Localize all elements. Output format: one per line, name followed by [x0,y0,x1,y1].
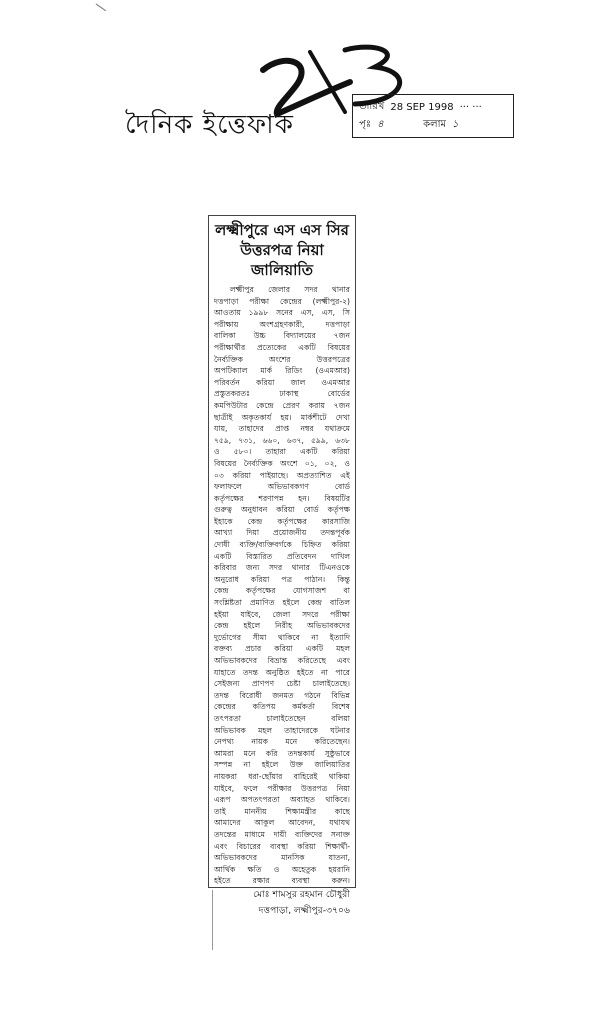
article-line: আখ্যা দিয়া প্রয়োজনীয় তদন্তপূর্বক [214,528,350,538]
article-line: ৭৫৯, ৭৩১, ৬৬০, ৬৩৭, ৫৯৯, ৬৩৮ [214,435,350,445]
article-line: বালিকা উচ্চ বিদ্যালয়ের ৭জন [214,331,350,341]
article-line: হইতে রক্ষার ব্যবস্থা করুন। [214,876,350,886]
date-stamp [352,94,514,138]
article-line: লক্ষ্মীপুর জেলার সদর থানার [230,285,350,294]
article-line: আমাদের আকুল আবেদন, যথাযথ [214,818,350,828]
article-line: বক্তব্য প্রচার করিয়া একটি মহল [214,644,350,654]
article-line: একটি বিস্তারিত প্রতিবেদন দাখিল [214,551,350,561]
article-line: সংশ্লিষ্টতা প্রমাণিত হইলে কেন্দ্র বাতিল [214,598,350,608]
article-line: কেন্দ্র কর্তৃপক্ষের যোগসাজশ বা [214,586,350,596]
column-label: কলাম [423,118,447,130]
article-line: কেন্দ্র হইলে নিরীহ অভিভাবকদের [214,621,350,631]
article-line: এরূপ অপতৎপরতা অব্যাহত থাকিবে। [214,795,350,805]
article-line: আর্থিক ক্ষতি ও অহেতুক হয়রানি [214,864,350,874]
newspaper-masthead: দৈনিক ইত্তেফাক [125,110,294,140]
article-line: কেন্দ্রের কতিপয় কর্মকর্তা বিশেষ [214,702,350,712]
signature-name: মোঃ শামসুর রহমান চৌধুরী [253,888,350,900]
article-line: আওতায় ১৯৯৮ সনের এস, এস, সি [214,308,350,318]
article-line: দুর্ভোগের সীমা থাকিবে না ইত্যাদি [214,632,350,642]
signature-address: দত্তপাড়া, লক্ষ্মীপুর-৩৭০৬ [258,904,350,916]
article-line: আমরা মনে করি তদন্তকার্য সুষ্ঠুভাবে [214,748,350,758]
article-line: এবং বিচারের ব্যবস্থা করিয়া শিক্ষার্থী- [214,841,350,851]
column-value: ১ [452,118,459,130]
scan-mark [90,4,106,20]
article-line: হইয়া যাইবে, জেলা সদরে পরীক্ষা [214,609,350,619]
headline-line-2: উত্তরপত্র নিয়া জালিয়াতি [240,241,324,279]
article-line: পরীক্ষার্থীর প্রত্যেকের একটি বিষয়ের [214,342,350,352]
article-line: অভিভাবক মহল তাহাদেরকে ঘটনার [214,725,350,735]
article-line: নেপথ্য নায়ক মনে করিতেছেন। [214,737,350,747]
article-line: ও ৫৮০। তাহারা একটি করিয়া [214,447,350,457]
article-line: ০৩ করিয়া পাইয়াছে। অপ্রত্যাশিত এই [214,470,350,480]
article-line: সম্পন্ন না হইলে উক্ত জালিয়াতির [214,760,350,770]
headline-line-1: লক্ষ্মীপুরে এস এস সির [215,221,349,239]
article-line: অনুরোধ করিয়া পত্র পাঠান। কিন্তু [214,574,350,584]
article-line: করিবার জন্য সদর থানার টিএনওকে [214,563,350,573]
article-line: বিষয়ের নৈর্ব্যক্তিক অংশে ০১, ০২, ও [214,458,350,468]
article-line: তাই মাননীয় শিক্ষামন্ত্রীর কাছে [214,806,350,816]
article-line: যাহাতে তদন্ত অনুষ্ঠিত হইতে না পারে [214,667,350,677]
scan-edge-line [212,890,213,950]
article-line: অভিভাবকদের বিভ্রান্ত করিতেছে এবং [214,656,350,665]
article-body [214,284,350,887]
article-line: পরিবর্তন করিয়া জাল ওএমআর [214,377,350,387]
article-line: দত্তপাড়া পরীক্ষা কেন্দ্রের (লক্ষ্মীপুর-২) [214,296,350,306]
article-clipping [208,215,356,916]
date-value: 28 SEP 1998 [390,101,454,113]
article-line: তৎপরতা চালাইতেছেন বলিয়া [214,713,350,723]
article-line: গুরুত্ব অনুধাবন করিয়া বোর্ড কর্তৃপক্ষ [214,505,350,515]
article-line: দোষী ব্যক্তি/ব্যক্তিবর্গকে চিহ্নিত করিয়া [214,540,350,550]
article-line: সেইজন্য প্রাণপণ চেষ্টা চালাইতেছে। [214,679,350,689]
article-line: ছাত্রীই অকৃতকার্য হয়। মার্কশীটে দেখা [214,412,350,422]
article-line: তদন্তের মাধ্যমে দায়ী ব্যক্তিদের সনাক্ত [214,829,350,839]
page-label: পৃঃ [359,118,372,130]
article-line: কমপিউটার কেন্দ্রে প্রেরণ করায় ৭জন [214,400,350,410]
date-label: তারিখ [359,100,385,112]
article-line: নায়করা ধরা-ছোঁয়ার বাহিরেই থাকিয়া [214,771,350,781]
article-line: কর্তৃপক্ষের শরণাপন্ন হন। বিষয়টির [214,493,350,503]
article-line: ইহাকে কেন্দ্র কর্তৃপক্ষের কারসাজি [214,516,350,526]
article-line: ফলাফলে অভিভাবকগণ বোর্ড [214,482,350,492]
article-line: যায়, তাহাদের প্রাপ্ত নম্বর যথাক্রমে [214,424,350,434]
article-line: যাইবে, ফলে পরীক্ষার উত্তরপত্র নিয়া [214,783,350,793]
article-line: প্রস্তুতকরতঃ ঢাকাস্থ বোর্ডের [214,389,350,399]
article-line: নৈর্ব্যক্তিক অংশের উত্তরপত্রের [214,354,350,364]
page-value: ৪ [377,118,384,130]
article-line: তদন্ত বিরোধী জনমত গঠনে বিভিন্ন [214,690,350,700]
article-line: অপটিক্যাল মার্ক রিডিং (ওএমআর) [214,366,350,376]
article-line: পরীক্ষায় অংশগ্রহণকারী, দত্তপাড়া [214,319,350,329]
article-line: অভিভাবকদের মানসিক যাতনা, [214,853,350,863]
stamp-dots: ··· ··· [459,101,482,113]
